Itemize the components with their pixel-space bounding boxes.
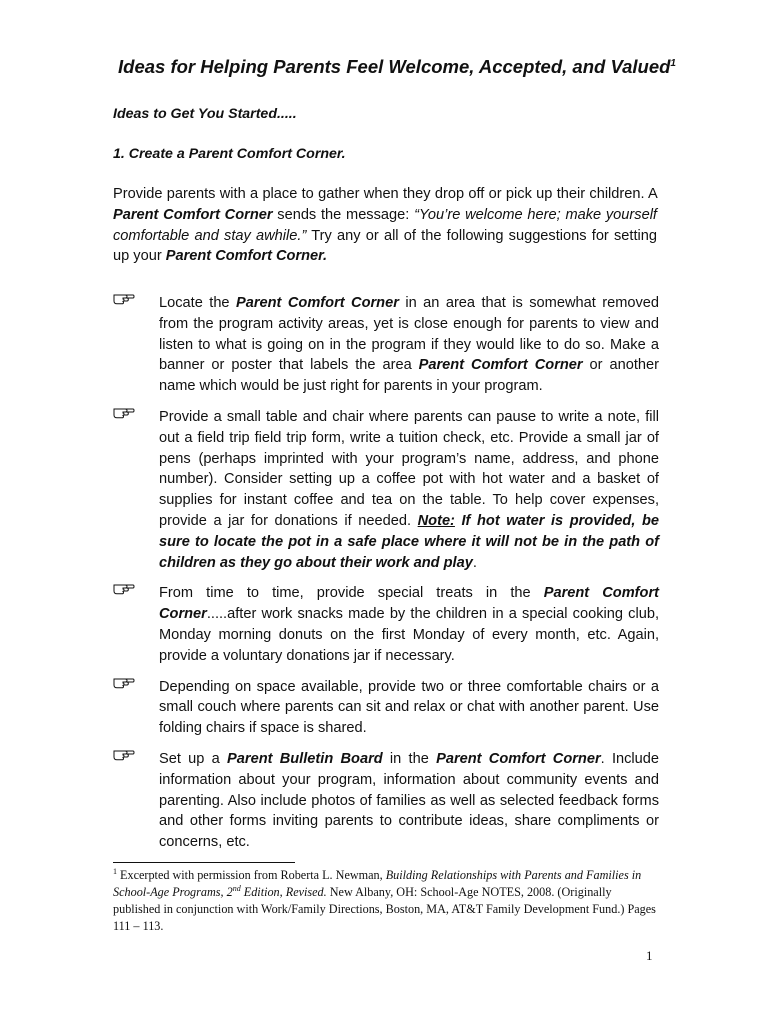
- list-item-text: Provide a small table and chair where parents can pause to write a note, fill out a field trip field trip form, write a tuition check, etc. Provide a small jar of pens (perhaps imprinted with your program’s name, address, and phone number). Consider setting up a coffee pot with hot water and a basket of supplies for instant coffee and tea on the table. To help cover expenses, provide a jar for donations if needed. Note: If hot water is provided, be sure to locate the pot in a safe place where it will not be in the path of children as they go about their work and play.: [159, 408, 659, 571]
- page-title: Ideas for Helping Parents Feel Welcome, Accepted, and Valued$^1$: [118, 56, 676, 77]
- pointing-hand-icon: [113, 291, 135, 305]
- list-item: [113, 583, 659, 666]
- list-item-text: Set up a Parent Bulletin Board in the Parent Comfort Corner. Include information about your program, information about community events and parenting. Also include photos of families as well as selected feedback forms and other forms inviting parents to contribute ideas, share compliments or concerns, etc.: [159, 750, 660, 851]
- subheading-comfort-corner: 1. Create a Parent Comfort Corner.: [113, 146, 346, 162]
- pointing-hand-icon: [113, 747, 135, 761]
- pointing-hand-icon: [113, 405, 135, 419]
- title-footnote-mark: 1: [670, 57, 676, 69]
- section-heading: Ideas to Get You Started.....: [113, 106, 297, 122]
- list-item: [113, 677, 659, 739]
- list-item-text: Locate the Parent Comfort Corner in an area that is somewhat removed from the program activity areas, yet is close enough for parents to view and listen to what is going on in the program if they would like to do so. Make a banner or poster that labels the area Parent Comfort Corner or another name which would be just right for parents in your program.: [159, 295, 659, 395]
- list-item-text: From time to time, provide special treats in the Parent Comfort Corner.....after work snacks made by the children in a special cooking club, Monday morning donuts on the first Monday of every month, etc. Again, provide a voluntary donations jar if necessary.: [159, 585, 659, 664]
- footnote-divider: [113, 862, 295, 863]
- suggestion-list: [113, 293, 659, 863]
- pointing-hand-icon: [113, 675, 135, 689]
- list-item: [113, 293, 659, 397]
- list-item: [113, 407, 659, 573]
- list-item-text: Depending on space available, provide two or three comfortable chairs or a small couch where parents can sit and relax or chat with another parent. Use folding chairs if space is shared.: [159, 678, 659, 737]
- page-number: 1: [646, 948, 653, 963]
- intro-paragraph: Provide parents with a place to gather when they drop off or pick up their children. A Parent Comfort Corner sends the message: “You’re welcome here; make yourself comfortable and stay awhile.” Try any or all of the following suggestions for setting up your Parent Comfort Corner.: [113, 186, 658, 265]
- footnote: $^1$ Excerpted with permission from Roberta L. Newman, Building Relationships with Parents and Families in School-Age Programs, 2nd Edition, Revised. New Albany, OH: School-Age NOTES, 2008. (Originally published in conjunction with Work/Family Directions, Boston, MA, AT&T Family Development Fund.) Pages 111 – 113.: [113, 866, 656, 933]
- list-item: [113, 749, 659, 853]
- pointing-hand-icon: [113, 581, 135, 595]
